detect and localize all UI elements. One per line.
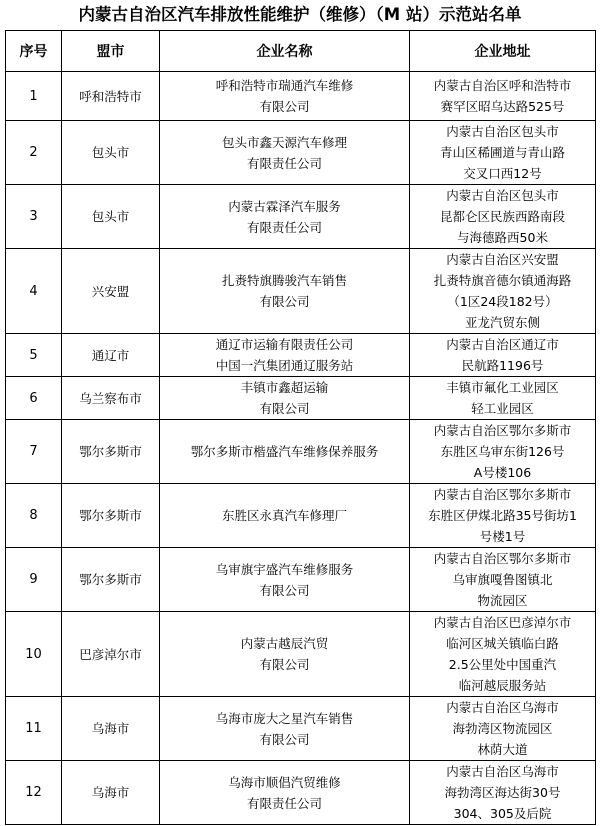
company-address-cell [410,249,596,334]
table-body [6,72,596,825]
row-number-cell: 6 [6,377,62,420]
company-address-line: （1区24段182号） [447,294,558,309]
company-address-cell [410,548,596,612]
city-cell: 鄂尔多斯市 [62,484,160,548]
company-name-line: 包头市鑫天源汽车修理 [221,134,347,150]
table-row [6,484,596,548]
city-cell: 乌兰察布市 [62,377,160,420]
company-name-line: 有限责任公司 [246,219,322,235]
company-address-cell [410,761,596,825]
table-row [6,72,596,121]
company-name-line: 有限公司 [259,294,310,309]
company-address-line: 东胜区乌审东街126号 [440,444,565,459]
company-name-line: 有限公司 [259,731,310,747]
company-address-cell [410,121,596,185]
page-title: 内蒙古自治区汽车排放性能维护（维修）（M 站）示范站名单 [78,5,522,24]
city-cell: 兴安盟 [62,249,160,334]
company-name-line: 呼和浩特市瑞通汽车维修 [215,78,354,93]
company-address-line: 2.5公里处中国重汽 [448,657,557,672]
company-name-line: 中国一汽集团通辽服务站 [215,358,354,373]
row-number-cell: 9 [6,548,62,612]
city-cell: 巴彦淖尔市 [62,612,160,697]
company-address-line: 内蒙古自治区鄂尔多斯市 [433,551,572,566]
station-table [5,30,596,825]
company-address-line: 与海德路西50米 [457,230,548,245]
company-address-line: 内蒙古自治区通辽市 [446,337,559,352]
city-cell: 通辽市 [62,334,160,377]
company-address-line: 交叉口西12号 [463,166,542,181]
company-name-line: 通辽市运输有限责任公司 [215,337,354,352]
company-address-line: 临河越辰服务站 [458,678,547,693]
city-cell: 包头市 [62,121,160,185]
row-number-cell: 11 [6,697,62,761]
column-header-company-address: 企业地址 [410,31,596,72]
column-header-city: 盟市 [62,31,160,72]
company-address-line: 304、305及后院 [453,806,552,821]
table-row [6,612,596,697]
table-row [6,377,596,420]
company-address-line: 内蒙古自治区包头市 [446,188,559,203]
company-address-line: 内蒙古自治区包头市 [446,124,559,139]
company-name-cell [160,334,410,377]
row-number-cell: 5 [6,334,62,377]
company-name-line: 乌审旗宇盛汽车维修服务 [215,561,354,577]
table-row [6,697,596,761]
table-row [6,420,596,484]
company-name-cell [160,484,410,548]
row-number-cell: 10 [6,612,62,697]
city-cell: 鄂尔多斯市 [62,420,160,484]
company-address-cell [410,612,596,697]
company-address-line: 赛罕区昭乌达路525号 [440,99,565,114]
company-name-cell [160,548,410,612]
row-number-cell: 8 [6,484,62,548]
company-name-line: 内蒙古越辰汽贸 [240,636,329,651]
company-address-cell [410,484,596,548]
company-address-cell [410,697,596,761]
company-address-line: 海勃湾区物流园区 [452,721,553,736]
company-address-line: 内蒙古自治区鄂尔多斯市 [433,487,572,502]
company-address-cell [410,334,596,377]
company-address-line: 扎赉特旗音德尔镇通海路 [433,273,572,288]
company-name-line: 丰镇市鑫超运输 [240,380,329,395]
company-address-cell [410,72,596,121]
city-cell: 呼和浩特市 [62,72,160,121]
column-header-no: 序号 [6,31,62,72]
table-row [6,761,596,825]
company-address-cell [410,185,596,249]
table-row [6,121,596,185]
row-number-cell: 2 [6,121,62,185]
company-address-line: 民航路1196号 [461,358,544,373]
city-cell: 包头市 [62,185,160,249]
company-name-cell [160,420,410,484]
row-number-cell: 1 [6,72,62,121]
company-name-line: 乌海市庞大之星汽车销售 [215,710,354,726]
company-name-line: 鄂尔多斯市楷盛汽车维修保养服务 [190,444,379,459]
city-cell: 鄂尔多斯市 [62,548,160,612]
company-name-line: 东胜区永真汽车修理厂 [221,508,347,523]
company-address-cell [410,377,596,420]
company-address-line: 内蒙古自治区乌海市 [446,764,559,779]
company-name-cell [160,249,410,334]
company-address-line: 东胜区伊煤北路35号街坊1 [428,508,577,523]
city-cell: 乌海市 [62,761,160,825]
table-row [6,334,596,377]
row-number-cell: 4 [6,249,62,334]
city-cell: 乌海市 [62,697,160,761]
company-name-cell [160,121,410,185]
company-address-line: 轻工业园区 [471,401,534,416]
company-name-line: 有限公司 [259,99,310,114]
table-row [6,249,596,334]
company-address-line: 物流园区 [477,593,528,608]
row-number-cell: 7 [6,420,62,484]
company-name-line: 扎赉特旗腾骏汽车销售 [221,273,347,288]
company-name-line: 有限公司 [259,401,310,416]
company-name-line: 有限公司 [259,657,310,672]
company-name-line: 有限责任公司 [246,155,322,171]
table-row [6,548,596,612]
company-name-line: 有限责任公司 [246,795,322,811]
company-address-line: 海勃湾区海达街30号 [444,785,561,800]
row-number-cell: 12 [6,761,62,825]
company-name-cell [160,697,410,761]
company-address-line: 内蒙古自治区乌海市 [446,700,559,715]
company-name-cell [160,185,410,249]
company-address-line: 青山区稀圃道与青山路 [439,145,565,160]
company-address-line: 昆都仑区民族西路南段 [439,209,565,224]
company-address-line: 亚龙汽贸东侧 [464,315,540,330]
column-header-company-name: 企业名称 [160,31,410,72]
row-number-cell: 3 [6,185,62,249]
company-name-cell [160,72,410,121]
table-row [6,185,596,249]
company-name-cell [160,612,410,697]
company-address-line: 内蒙古自治区巴彦淖尔市 [433,615,572,630]
company-address-line: 丰镇市氟化工业园区 [446,380,559,395]
company-name-cell [160,761,410,825]
company-address-cell [410,420,596,484]
company-address-line: 林荫大道 [477,742,528,757]
company-address-line: 内蒙古自治区呼和浩特市 [433,78,572,93]
company-address-line: 内蒙古自治区兴安盟 [446,252,559,267]
company-address-line: A号楼106 [473,465,532,480]
company-address-line: 乌审旗嘎鲁图镇北 [452,572,553,587]
company-address-line: 临河区城关镇临白路 [446,636,559,651]
table-header-row [6,31,596,72]
company-name-line: 乌海市顺倡汽贸维修 [228,774,341,790]
company-name-cell [160,377,410,420]
company-address-line: 号楼1号 [479,529,526,544]
company-address-line: 内蒙古自治区鄂尔多斯市 [433,423,572,438]
company-name-line: 有限公司 [259,582,310,598]
company-name-line: 内蒙古霖泽汽车服务 [228,198,341,214]
